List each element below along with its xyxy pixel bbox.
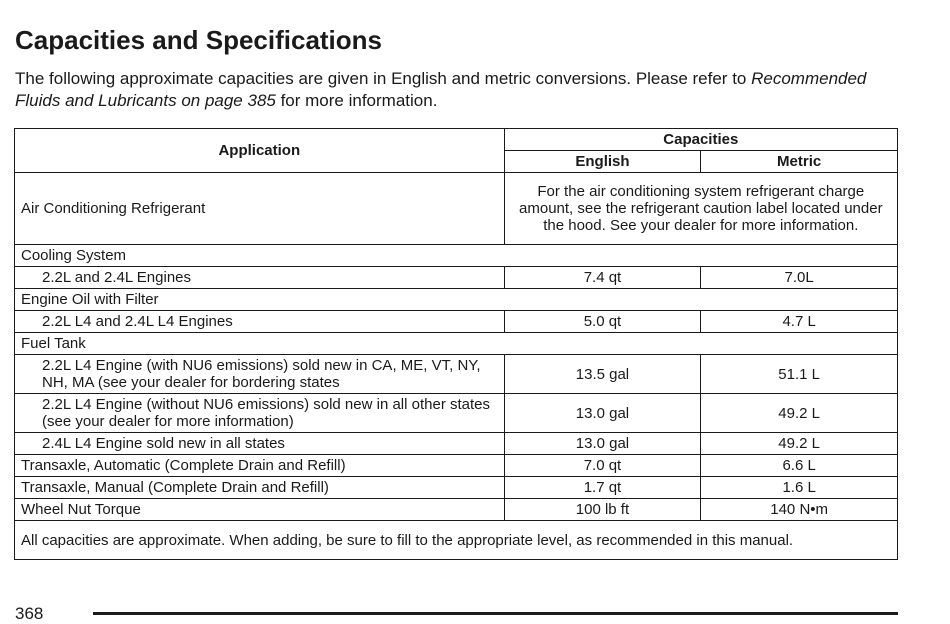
fuel-app-1: 2.2L L4 Engine (with NU6 emissions) sold new in CA, ME, VT, NY, NH, MA (see your dealer for bordering states — [15, 355, 505, 394]
fuel-metric-2: 49.2 L — [701, 394, 898, 433]
torque-metric: 140 N•m — [701, 499, 898, 521]
fuel-label: Fuel Tank — [15, 333, 898, 355]
footer-rule — [93, 612, 898, 615]
page-title: Capacities and Specifications — [15, 25, 383, 55]
ac-label: Air Conditioning Refrigerant — [15, 173, 505, 245]
auto-transaxle-english: 7.0 qt — [504, 455, 701, 477]
cooling-app: 2.2L and 2.4L Engines — [15, 267, 505, 289]
auto-transaxle-app: Transaxle, Automatic (Complete Drain and Refill) — [15, 455, 505, 477]
manual-transaxle-metric: 1.6 L — [701, 477, 898, 499]
manual-transaxle-app: Transaxle, Manual (Complete Drain and Refill) — [15, 477, 505, 499]
header-metric: Metric — [701, 151, 898, 173]
fuel-metric-1: 51.1 L — [701, 355, 898, 394]
intro-text: The following approximate capacities are given in English and metric conversions. Please refer to — [15, 69, 752, 88]
header-application: Application — [15, 129, 505, 173]
table-row — [15, 355, 898, 394]
fuel-english-1: 13.5 gal — [504, 355, 701, 394]
table-row — [15, 245, 898, 267]
torque-app: Wheel Nut Torque — [15, 499, 505, 521]
table-row — [15, 499, 898, 521]
oil-app: 2.2L L4 and 2.4L L4 Engines — [15, 311, 505, 333]
cooling-label: Cooling System — [15, 245, 898, 267]
page-number: 368 — [15, 604, 44, 623]
table-row — [15, 173, 898, 245]
table-row — [15, 289, 898, 311]
intro-reference: Recommended Fluids and Lubricants on page 385 — [15, 69, 867, 110]
intro-text-end: for more information. — [275, 91, 438, 110]
table-row — [15, 394, 898, 433]
cooling-metric: 7.0L — [701, 267, 898, 289]
fuel-app-2: 2.2L L4 Engine (without NU6 emissions) sold new in all other states (see your dealer for more information) — [15, 394, 505, 433]
ac-note: For the air conditioning system refrigerant charge amount, see the refrigerant caution label located under the hood. See your dealer for more information. — [504, 173, 897, 245]
header-english: English — [504, 151, 701, 173]
cooling-english: 7.4 qt — [504, 267, 701, 289]
intro-paragraph — [15, 68, 915, 112]
manual-transaxle-english: 1.7 qt — [504, 477, 701, 499]
fuel-app-3: 2.4L L4 Engine sold new in all states — [15, 433, 505, 455]
table-row — [15, 333, 898, 355]
oil-label: Engine Oil with Filter — [15, 289, 898, 311]
fuel-metric-3: 49.2 L — [701, 433, 898, 455]
table-row — [15, 477, 898, 499]
oil-english: 5.0 qt — [504, 311, 701, 333]
table-row — [15, 521, 898, 560]
table-row — [15, 433, 898, 455]
table-row — [15, 267, 898, 289]
table-footnote: All capacities are approximate. When adding, be sure to fill to the appropriate level, as recommended in this manual. — [15, 521, 898, 560]
table-row — [15, 311, 898, 333]
auto-transaxle-metric: 6.6 L — [701, 455, 898, 477]
header-capacities: Capacities — [504, 129, 897, 151]
torque-english: 100 lb ft — [504, 499, 701, 521]
capacities-table — [14, 128, 898, 560]
fuel-english-2: 13.0 gal — [504, 394, 701, 433]
fuel-english-3: 13.0 gal — [504, 433, 701, 455]
table-row — [15, 455, 898, 477]
oil-metric: 4.7 L — [701, 311, 898, 333]
